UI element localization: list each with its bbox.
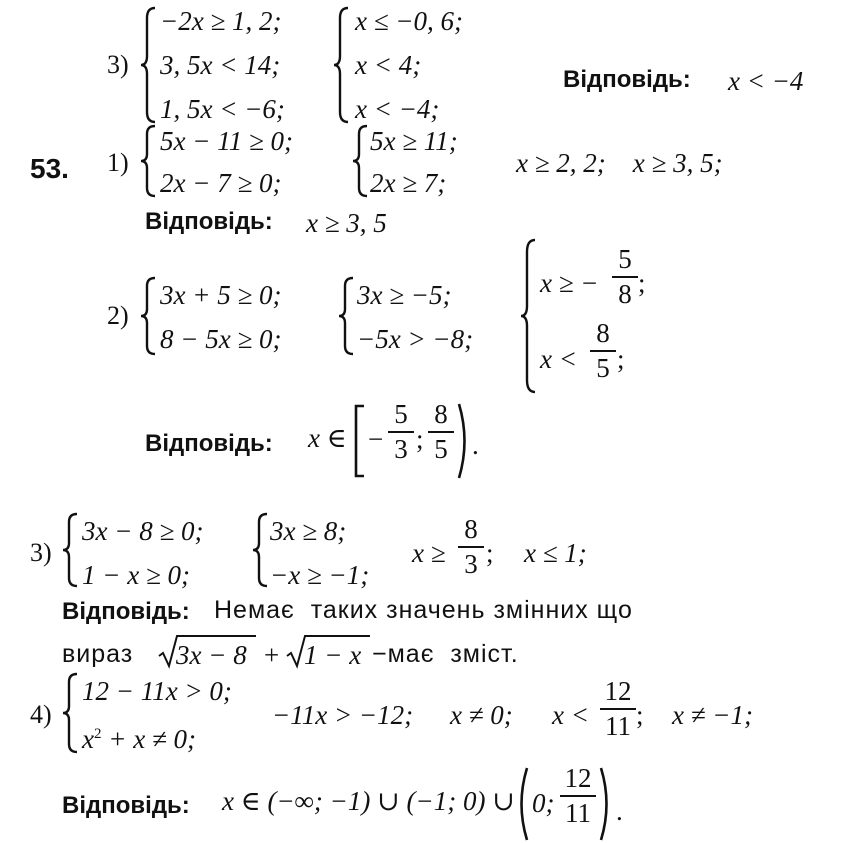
answer-end: . [472, 430, 479, 460]
system1-line1: −2x ≥ 1, 2; [160, 6, 282, 36]
fraction-bar [590, 350, 616, 352]
system1-line1: 12 − 11x > 0; [82, 676, 232, 706]
bracket-left-icon [352, 404, 366, 478]
interval-start: 0; [532, 788, 555, 818]
system2-line2: −5x > −8; [357, 324, 474, 354]
sqrt-radicand: 1 − x [304, 640, 362, 670]
system1-line2: 8 − 5x ≥ 0; [160, 324, 282, 354]
fraction-bar [560, 795, 596, 797]
fraction-denominator: 3 [464, 549, 478, 579]
system3-line2-suffix: ; [617, 344, 625, 374]
fraction-sign: − [368, 424, 384, 454]
result-c-prefix: x < [552, 700, 589, 730]
answer-text: Немає таких значень змінних що [214, 596, 633, 624]
item-label-top-3: 3) [107, 50, 129, 79]
system3-line1-suffix: ; [638, 268, 646, 298]
fraction [612, 246, 638, 308]
fraction-numerator: 8 [434, 399, 448, 429]
plus-sign: + [264, 640, 280, 670]
system3-line1-prefix: x ≥ − [540, 268, 599, 298]
system1-line1: 3x + 5 ≥ 0; [160, 280, 282, 310]
answer-label: Відповідь: [62, 598, 190, 625]
result-a: −11x > −12; [272, 700, 414, 730]
brace-left-icon [140, 276, 158, 356]
brace-left-icon [62, 512, 80, 588]
result-d: x ≠ −1; [672, 700, 754, 730]
result-line: x ≥ 2, 2; x ≥ 3, 5; [516, 148, 723, 178]
fraction-denominator: 5 [596, 353, 610, 383]
fraction [388, 401, 414, 463]
fraction [590, 320, 616, 382]
answer-label: Відповідь: [145, 208, 273, 235]
result-second: x ≤ 1; [524, 538, 587, 568]
system1-line2: 1 − x ≥ 0; [82, 560, 191, 590]
answer-label: Відповідь: [563, 66, 691, 93]
problem-number: 53. [30, 153, 69, 184]
result-prefix: x ≥ [412, 538, 446, 568]
answer-end: . [616, 796, 623, 826]
fraction [560, 765, 596, 827]
system1-line2 [82, 726, 196, 753]
fraction-bar [458, 546, 484, 548]
fraction-numerator: 8 [596, 318, 610, 348]
system3-line2-prefix: x < [540, 344, 577, 374]
brace-left-icon [140, 124, 158, 198]
system2-line1: 3x ≥ 8; [270, 516, 347, 546]
system2-line2: 2x ≥ 7; [370, 168, 447, 198]
system2-line3: x < −4; [355, 94, 440, 124]
fraction-bar [388, 431, 414, 433]
fraction [600, 678, 636, 740]
answer-label: Відповідь: [62, 792, 190, 819]
brace-left-icon [333, 6, 351, 124]
brace-left-icon [62, 672, 80, 754]
fraction-bar [612, 276, 638, 278]
result-c-suffix: ; [636, 700, 644, 730]
result-b: x ≠ 0; [450, 700, 513, 730]
item-label-1: 1) [107, 148, 129, 177]
answer-prefix: x ∈ (−∞; −1) ∪ (−1; 0) ∪ [222, 786, 515, 816]
system2-line1: 5x ≥ 11; [370, 126, 458, 156]
expression-suffix: −має зміст. [372, 640, 519, 668]
item-label-3: 3) [30, 538, 52, 567]
brace-left-icon [520, 238, 538, 394]
brace-left-icon [140, 6, 158, 124]
system2-line2: x < 4; [355, 50, 422, 80]
fraction-numerator: 12 [564, 763, 592, 793]
answer-value: x ≥ 3, 5 [306, 208, 387, 238]
fraction-numerator: 5 [618, 244, 632, 274]
answer-prefix: x ∈ [308, 423, 347, 453]
fraction-separator: ; [416, 424, 424, 454]
brace-left-icon [352, 124, 370, 198]
expression-rest: + x ≠ 0; [101, 724, 196, 754]
fraction-denominator: 11 [565, 798, 591, 828]
item-label-4: 4) [30, 700, 52, 729]
fraction-numerator: 5 [394, 399, 408, 429]
fraction-denominator: 3 [394, 434, 408, 464]
item-label-2: 2) [107, 301, 129, 330]
variable: x [82, 724, 94, 754]
fraction [458, 516, 484, 578]
paren-right-icon [598, 766, 614, 842]
fraction-denominator: 11 [605, 711, 631, 741]
fraction-numerator: 8 [464, 514, 478, 544]
system1-line1: 5x − 11 ≥ 0; [160, 126, 294, 156]
brace-left-icon [252, 512, 270, 588]
expression-prefix: вираз [62, 640, 134, 668]
fraction-denominator: 8 [618, 279, 632, 309]
sqrt-radicand: 3x − 8 [176, 640, 247, 670]
result-suffix: ; [486, 538, 494, 568]
fraction [428, 401, 454, 463]
fraction-bar [600, 708, 636, 710]
fraction-denominator: 5 [434, 434, 448, 464]
paren-right-icon [456, 402, 472, 480]
system1-line2: 3, 5x < 14; [160, 50, 281, 80]
fraction-bar [428, 431, 454, 433]
system2-line2: −x ≥ −1; [270, 560, 370, 590]
paren-left-icon [514, 766, 530, 842]
system1-line1: 3x − 8 ≥ 0; [82, 516, 204, 546]
system1-line3: 1, 5x < −6; [160, 94, 285, 124]
brace-left-icon [338, 276, 356, 356]
system2-line1: 3x ≥ −5; [357, 280, 452, 310]
answer-value: x < −4 [728, 66, 804, 96]
system1-line2: 2x − 7 ≥ 0; [160, 168, 282, 198]
fraction-numerator: 12 [604, 676, 632, 706]
answer-label: Відповідь: [145, 430, 273, 457]
system2-line1: x ≤ −0, 6; [355, 6, 464, 36]
exponent: 2 [93, 726, 102, 742]
